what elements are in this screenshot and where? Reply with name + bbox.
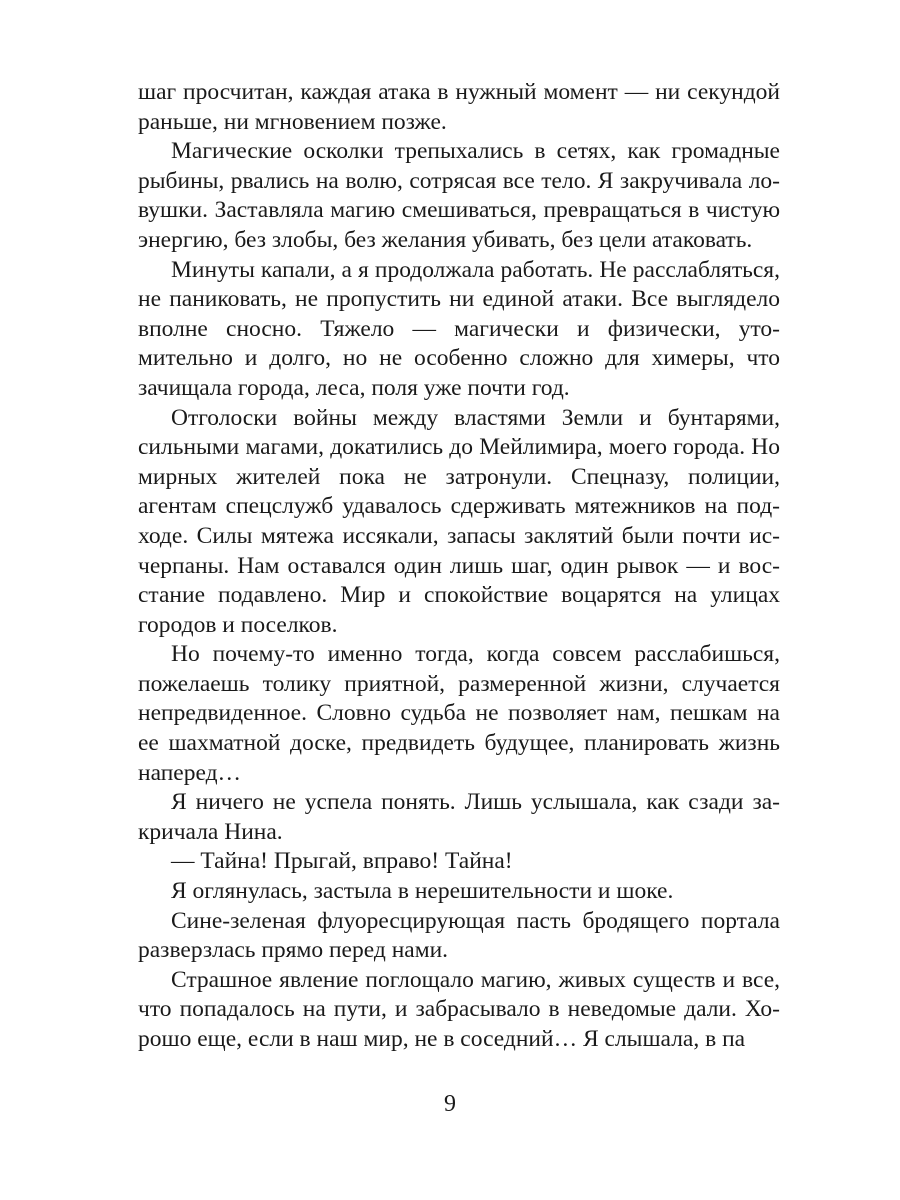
paragraph-10: Страшное явление поглощало магию, живых существ и все, что попадалось на пути, и забрасывало в неведомые дали. Хорошо еще, если в наш мир, не в соседний… Я слышала, в па bbox=[138, 966, 780, 1052]
paragraph-9: Сине-зеленая флуоресцирующая пасть бродящего портала разверзлась прямо перед нами. bbox=[138, 907, 780, 964]
paragraph-7-dialogue: — Тайна! Прыгай, вправо! Тайна! bbox=[171, 848, 513, 875]
page-number: 9 bbox=[444, 1091, 456, 1117]
paragraph-1: шаг просчитан, каждая атака в нужный момент — ни секундой раньше, ни мгновением позже. bbox=[138, 79, 780, 135]
paragraph-2: Магические осколки трепыхались в сетях, как громадные рыбины, рвались на волю, сотрясая все тело. Я закручивала ловушки. Заставляла магию смешиваться, превращаться в чистую энергию, без злобы, без желания убивать, без цели атаковать. bbox=[138, 138, 780, 253]
body-text bbox=[138, 78, 780, 1055]
paragraph-8: Я оглянулась, застыла в нерешительности и шоке. bbox=[171, 878, 674, 905]
paragraph-5: Но почему-то именно тогда, когда совсем расслабишься, пожелаешь толику приятной, размеренной жизни, случается непредвиденное. Словно судьба не позволяет нам, пешкам на ее шахматной доске, предвидеть будущее, планировать жизнь наперед… bbox=[138, 641, 780, 786]
paragraph-6: Я ничего не успела понять. Лишь услышала, как сзади закричала Нина. bbox=[138, 789, 780, 845]
paragraph-4: Отголоски войны между властями Земли и бунтарями, сильными магами, докатились до Мейлимира, моего города. Но мирных жителей пока не затронули. Спецназу, полиции, агентам спецслужб удавалось сдерживать мятежников на подходе. Силы мятежа иссякали, запасы заклятий были почти исчерпаны. Нам оставался один лишь шаг, один рывок — и восстание подавлено. Мир и спокойствие воцарятся на улицах городов и поселков. bbox=[138, 404, 780, 638]
paragraph-3: Минуты капали, а я продолжала работать. Не расслабляться, не паниковать, не пропустить ни единой атаки. Все выглядело вполне сносно. Тяжело — магически и физически, утомительно и долго, но не особенно сложно для химеры, что зачищала города, леса, поля уже почти год. bbox=[138, 256, 780, 401]
